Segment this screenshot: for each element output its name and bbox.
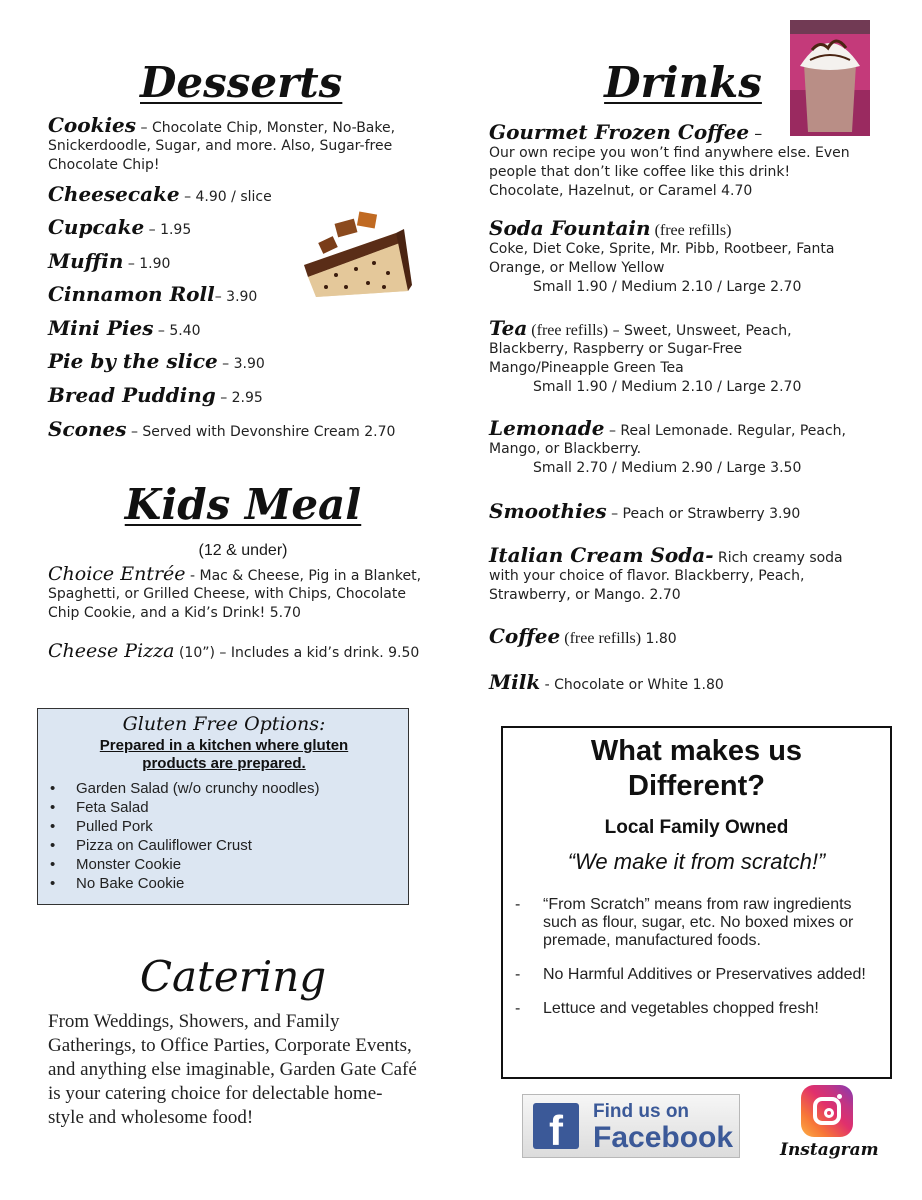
- instagram-camera-outline: [813, 1097, 841, 1125]
- different-box: [501, 726, 892, 1079]
- dessert-price: – 3.90: [217, 356, 265, 372]
- drink-coffee: [489, 624, 677, 648]
- gluten-free-item: • Pulled Pork: [50, 817, 319, 836]
- different-quote: “We make it from scratch!”: [567, 849, 826, 874]
- dessert-desc: – Chocolate Chip, Monster, No-Bake,: [136, 120, 396, 136]
- kids-entree-desc: Spaghetti, or Grilled Cheese, with Chips, Chocolate: [48, 586, 406, 602]
- drink-note: (free refills): [527, 322, 609, 339]
- drink-milk: [489, 670, 724, 694]
- drinks-heading: Drinks: [604, 58, 762, 107]
- dessert-price: – 1.95: [144, 222, 192, 238]
- drink-name: Lemonade: [489, 416, 605, 440]
- catering-heading: Catering: [139, 952, 327, 1001]
- different-title-line: What makes us: [590, 735, 803, 767]
- different-point: - Lettuce and vegetables chopped fresh!: [515, 1000, 883, 1018]
- dessert-price: – 4.90 / slice: [179, 189, 272, 205]
- kids-entree-desc: Chip Cookie, and a Kid’s Drink! 5.70: [48, 605, 301, 621]
- drink-desc: Mango/Pineapple Green Tea: [489, 360, 684, 376]
- dessert-price: – 5.40: [153, 323, 201, 339]
- kids-entree-name: Choice Entrée: [48, 563, 186, 585]
- drink-italian-cream-soda: [489, 543, 884, 605]
- dessert-item: [48, 349, 265, 373]
- dessert-item: [48, 182, 272, 206]
- dessert-item: [48, 417, 395, 441]
- different-point: - No Harmful Additives or Preservatives added!: [515, 966, 883, 984]
- different-points: [515, 896, 883, 1034]
- gluten-free-subtitle: Prepared in a kitchen where gluten products are prepared.: [99, 737, 349, 772]
- dessert-name: Cheesecake: [48, 182, 180, 206]
- dessert-name: Bread Pudding: [48, 383, 216, 407]
- dessert-item: [48, 383, 263, 407]
- dessert-item: [48, 282, 257, 306]
- drink-name: Smoothies: [489, 499, 607, 523]
- dessert-name: Mini Pies: [48, 316, 154, 340]
- drink-tea: [489, 316, 884, 397]
- dessert-name: Cinnamon Roll: [48, 282, 215, 306]
- dessert-name: Cupcake: [48, 215, 145, 239]
- drink-sizes: Small 1.90 / Medium 2.10 / Large 2.70: [533, 379, 802, 395]
- drink-name: Coffee: [489, 624, 561, 648]
- cheesecake-image: [296, 203, 414, 303]
- drink-name: Tea: [489, 316, 528, 340]
- instagram-label: Instagram: [780, 1140, 879, 1160]
- drink-smoothies: [489, 499, 800, 523]
- dessert-cookies: [48, 113, 448, 175]
- different-title-line: Different?: [628, 770, 765, 802]
- dessert-item: [48, 215, 191, 239]
- drink-desc: people that don’t like coffee like this drink!: [489, 164, 791, 180]
- different-point: - “From Scratch” means from raw ingredients such as flour, sugar, etc. No boxed mixes or premade, manufactured foods.: [515, 896, 883, 950]
- kids-entree: [48, 563, 468, 623]
- drink-desc: – Sweet, Unsweet, Peach,: [608, 323, 792, 339]
- drink-name: Soda Fountain: [489, 216, 651, 240]
- instagram-flash: [837, 1094, 842, 1099]
- drink-desc: Mango, or Blackberry.: [489, 441, 642, 457]
- drink-frozen-coffee: [489, 120, 884, 201]
- drink-note: (free refills): [560, 630, 642, 647]
- kids-pizza-size: (10”): [174, 645, 215, 661]
- kids-meal-heading: Kids Meal: [124, 480, 362, 529]
- dessert-item: [48, 316, 201, 340]
- drink-name: Milk: [489, 670, 541, 694]
- gluten-free-box: [37, 708, 409, 905]
- dessert-price: – Served with Devonshire Cream 2.70: [126, 424, 396, 440]
- dessert-name: Cookies: [48, 113, 137, 137]
- instagram-icon[interactable]: [801, 1085, 853, 1137]
- drink-desc: –: [749, 124, 763, 143]
- drink-sizes: Small 2.70 / Medium 2.90 / Large 3.50: [533, 460, 802, 476]
- drink-desc: Orange, or Mellow Yellow: [489, 260, 665, 276]
- drink-soda-fountain: [489, 216, 884, 297]
- gluten-free-list: [50, 779, 319, 893]
- kids-entree-desc: - Mac & Cheese, Pig in a Blanket,: [185, 568, 422, 584]
- dessert-price: – 3.90: [214, 289, 258, 305]
- gluten-free-item: • Garden Salad (w/o crunchy noodles): [50, 779, 319, 798]
- kids-pizza-desc: – Includes a kid’s drink. 9.50: [214, 645, 420, 661]
- dessert-item: [48, 249, 170, 273]
- catering-description: From Weddings, Showers, and Family Gatherings, to Office Parties, Corporate Events, and anything else imaginable, Garden Gate Café is your catering choice for delectable home-style and wholesome food!: [48, 1011, 417, 1128]
- drink-lemonade: [489, 416, 884, 478]
- dessert-desc: Chocolate Chip!: [48, 157, 160, 173]
- different-subtitle: Local Family Owned: [604, 817, 789, 838]
- drink-name: Gourmet Frozen Coffee: [489, 120, 750, 144]
- gluten-free-item: • Feta Salad: [50, 798, 319, 817]
- drink-desc: with your choice of flavor. Blackberry, Peach,: [489, 568, 805, 584]
- drink-desc: Rich creamy soda: [713, 550, 843, 566]
- drink-sizes: Small 1.90 / Medium 2.10 / Large 2.70: [533, 279, 802, 295]
- facebook-badge[interactable]: [522, 1094, 740, 1158]
- kids-age-note: (12 & under): [198, 542, 288, 559]
- frozen-coffee-image: [790, 20, 870, 136]
- drink-name: Italian Cream Soda-: [489, 543, 714, 567]
- drink-desc: Chocolate, Hazelnut, or Caramel 4.70: [489, 183, 753, 199]
- kids-pizza: [48, 640, 419, 662]
- gluten-free-title: Gluten Free Options:: [122, 713, 326, 735]
- drink-desc: Strawberry, or Mango. 2.70: [489, 587, 681, 603]
- drink-price: 1.80: [641, 631, 677, 647]
- drink-desc: – Real Lemonade. Regular, Peach,: [604, 423, 847, 439]
- facebook-icon: f: [533, 1103, 579, 1149]
- drink-desc: - Chocolate or White 1.80: [540, 677, 724, 693]
- instagram-lens: [824, 1108, 834, 1118]
- gluten-free-item: • No Bake Cookie: [50, 874, 319, 893]
- drink-desc: Coke, Diet Coke, Sprite, Mr. Pibb, Rootbeer, Fanta: [489, 241, 835, 257]
- different-title: [503, 734, 890, 804]
- desserts-heading: Desserts: [140, 58, 343, 107]
- dessert-desc: Snickerdoodle, Sugar, and more. Also, Sugar-free: [48, 138, 393, 154]
- kids-pizza-name: Cheese Pizza: [48, 640, 175, 662]
- gluten-free-item: • Pizza on Cauliflower Crust: [50, 836, 319, 855]
- facebook-find-label: Find us on: [593, 1101, 690, 1122]
- gluten-free-item: • Monster Cookie: [50, 855, 319, 874]
- facebook-name-label: Facebook: [593, 1121, 734, 1154]
- dessert-name: Muffin: [48, 249, 124, 273]
- dessert-price: – 1.90: [123, 256, 171, 272]
- dessert-price: – 2.95: [215, 390, 263, 406]
- drink-desc: Blackberry, Raspberry or Sugar-Free: [489, 341, 743, 357]
- drink-desc: – Peach or Strawberry 3.90: [606, 506, 801, 522]
- drink-note: (free refills): [650, 222, 732, 239]
- dessert-name: Scones: [48, 417, 127, 441]
- drink-desc: Our own recipe you won’t find anywhere else. Even: [489, 145, 850, 161]
- dessert-name: Pie by the slice: [48, 349, 218, 373]
